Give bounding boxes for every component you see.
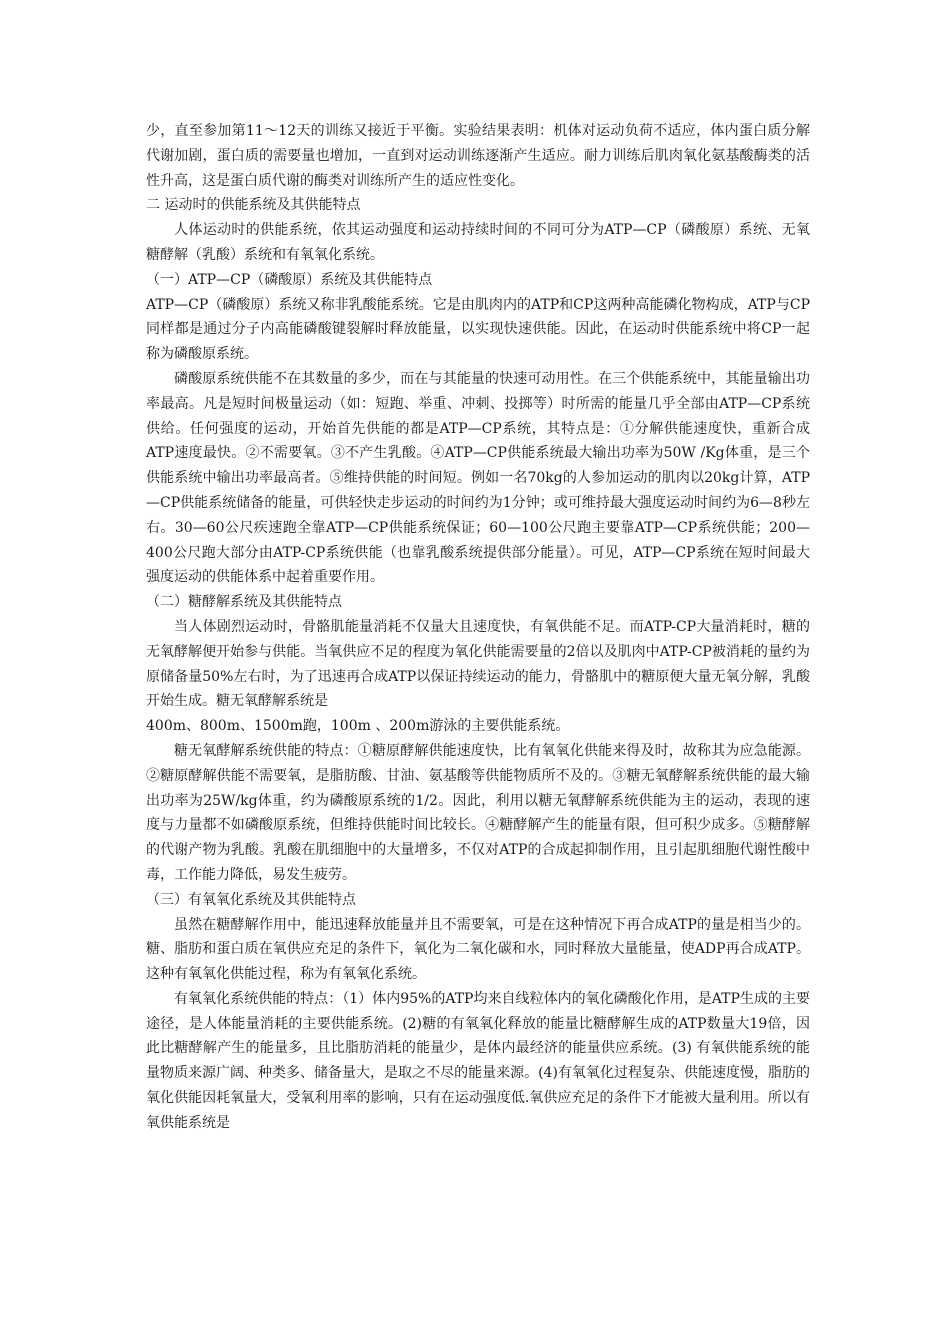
paragraph-aerobic-features: 有氧氧化系统供能的特点：（1）体内95%的ATP均来自线粒体内的氧化磷酸化作用，是ATP生成的主要途径，是人体能量消耗的主要供能系统。(2)糖的有氧氧化释放的能量比糖酵解生成的ATP数量大19倍，因此比糖酵解产生的能量多，且比脂肪消耗的能量少，是体内最经济的能量供应系统。(3) 有氧供能系统的能量物质来源广阔、种类多、储备量大，是取之不尽的能量来源。(4)有氧氧化过程复杂、供能速度慢，脂肪的氧化供能因耗氧量大，受氧利用率的影响，只有在运动强度低.氧供应充足的条件下才能被大量利用。所以有氧供能系统是 (146, 990, 810, 1131)
section-heading-energy-systems: 二 运动时的供能系统及其供能特点 (146, 197, 361, 214)
paragraph-glycolysis-intro: 当人体剧烈运动时，骨骼肌能量消耗不仅量大且速度快，有氧供能不足。而ATP-CP大量消耗时，糖的无氧酵解便开始参与供能。当氧供应不足的程度为氧化供能需要量的2倍以及肌肉中ATP-CP被消耗的量约为原储备量50%左右时，为了迅速再合成ATP以保证持续运动的能力，骨骼肌中的糖原便大量无氧分解，乳酸开始生成。糖无氧酵解系统是 (146, 618, 810, 710)
paragraph-atp-cp-definition: ATP—CP（磷酸原）系统又称非乳酸能系统。它是由肌肉内的ATP和CP这两种高能磷化物构成，ATP与CP同样都是通过分子内高能磷酸键裂解时释放能量，以实现快速供能。因此，在运动时供能系统中将CP一起称为磷酸原系统。 (146, 296, 810, 363)
paragraph-protein-adaptation: 少，直至参加第11～12天的训练又接近于平衡。实验结果表明：机体对运动负荷不适应，体内蛋白质分解代谢加剧，蛋白质的需要量也增加，一直到对运动训练逐渐产生适应。耐力训练后肌肉氧化氨基酸酶类的活性升高，这是蛋白质代谢的酶类对训练所产生的适应性变化。 (146, 123, 810, 189)
subheading-aerobic: （三）有氧氧化系统及其供能特点 (146, 891, 356, 908)
document-page (146, 119, 810, 1136)
paragraph-energy-systems-intro: 人体运动时的供能系统，依其运动强度和运动持续时间的不同可分为ATP—CP（磷酸原）系统、无氧糖酵解（乳酸）系统和有氧氧化系统。 (146, 222, 810, 263)
paragraph-glycolysis-features: 糖无氧酵解系统供能的特点：①糖原酵解供能速度快，比有氧氧化供能来得及时，故称其为应急能源。②糖原酵解供能不需要氧，是脂肪酸、甘油、氨基酸等供能物质所不及的。③糖无氧酵解系统供能的最大输出功率为25W/kg体重，约为磷酸原系统的1/2。因此，利用以糖无氧酵解系统供能为主的运动，表现的速度与力量都不如磷酸原系统，但维持供能时间比较长。④糖酵解产生的能量有限，但可积少成多。⑤糖酵解的代谢产物为乳酸。乳酸在肌细胞中的大量增多，不仅对ATP的合成起抑制作用，且引起肌细胞代谢性酸中毒，工作能力降低，易发生疲劳。 (146, 742, 810, 883)
paragraph-aerobic-intro: 虽然在糖酵解作用中，能迅速释放能量并且不需要氧，可是在这种情况下再合成ATP的量是相当少的。糖、脂肪和蛋白质在氧供应充足的条件下，氧化为二氧化碳和水，同时释放大量能量，使ADP再合成ATP。这种有氧氧化供能过程，称为有氧氧化系统。 (146, 916, 810, 983)
paragraph-atp-cp-features: 磷酸原系统供能不在其数量的多少，而在与其能量的快速可动用性。在三个供能系统中，其能量输出功率最高。凡是短时间极量运动（如：短跑、举重、冲刺、投掷等）时所需的能量几乎全部由ATP—CP系统供给。任何强度的运动，开始首先供能的都是ATP—CP系统，其特点是：①分解供能速度快，重新合成ATP速度最快。②不需要氧。③不产生乳酸。④ATP—CP供能系统最大输出功率为50W /Kg体重，是三个供能系统中输出功率最高者。⑤维持供能的时间短。例如一名70kg的人参加运动的肌肉以20kg计算，ATP—CP供能系统储备的能量，可供轻快走步运动的时间约为1分钟；或可维持最大强度运动时间约为6—8秒左右。30—60公尺疾速跑全靠ATP—CP供能系统保证；60—100公尺跑主要靠ATP—CP系统供能；200—400公尺跑大部分由ATP-CP系统供能（也靠乳酸系统提供部分能量）。可见，ATP—CP系统在短时间最大强度运动的供能体系中起着重要作用。 (146, 370, 810, 586)
paragraph-glycolysis-events: 400m、800m、1500m跑，100m 、200m游泳的主要供能系统。 (146, 718, 570, 735)
subheading-atp-cp: （一）ATP—CP（磷酸原）系统及其供能特点 (146, 271, 433, 288)
subheading-glycolysis: （二）糖酵解系统及其供能特点 (146, 594, 342, 611)
